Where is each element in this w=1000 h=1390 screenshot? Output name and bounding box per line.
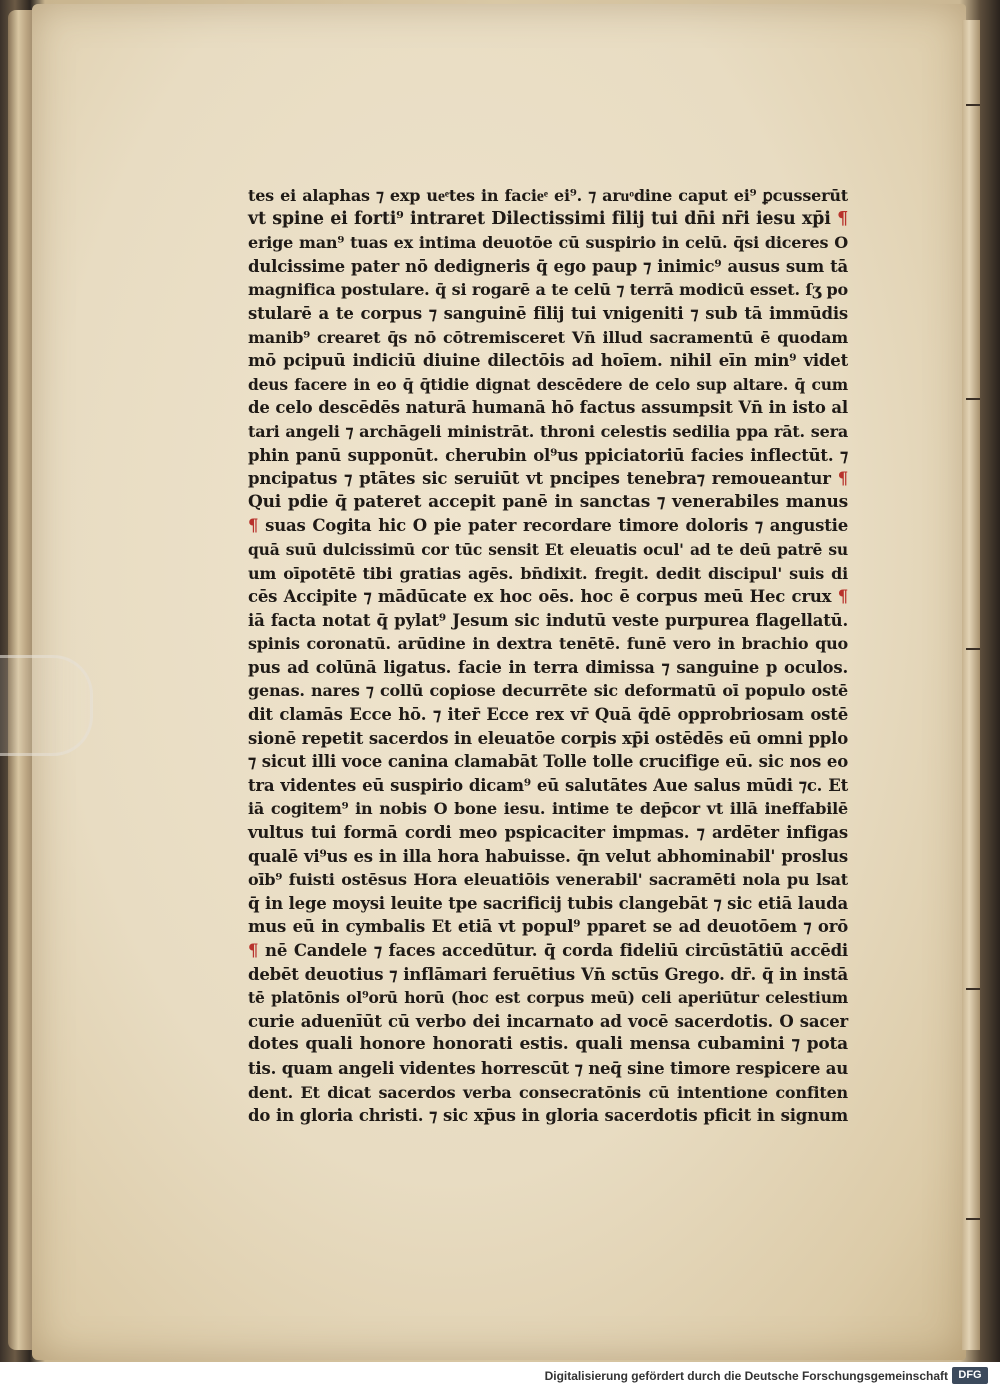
text-block xyxy=(248,184,848,1128)
text-line: manib⁹ crearet q̄s nō cōtremisceret Vn̄ illud sacramentū ē quodam xyxy=(248,327,848,347)
text-line: dent. Et dicat sacerdos verba consecratōnis cū intentione confiten xyxy=(248,1082,848,1102)
text-line: ¶ suas Cogita hic O pie pater recordare timore doloris ⁊ angustie xyxy=(248,516,848,536)
text-line: genas. nares ⁊ collū copiose decurrēte sic deformatū oī populo ostē xyxy=(248,681,848,701)
text-line: Qui pdie q̄ pateret accepit panē in sanctas ⁊ venerabiles manus xyxy=(248,491,848,512)
text-line: stularē a te corpus ⁊ sanguinē filij tui vnigeniti ⁊ sub tā immūdis xyxy=(248,303,848,323)
text-line: mō pcipuū indiciū diuine dilectōis ad hoīem. nihil eīn min⁹ videt xyxy=(248,351,848,371)
dfg-logo: DFG xyxy=(952,1367,988,1384)
rubric-mark: ¶ xyxy=(837,469,849,489)
text-line: vt spine ei forti⁹ intraret Dilectissimi filij tui dn̄i nr̄i iesu xp̄i ¶ xyxy=(248,208,848,229)
text-line: erige man⁹ tuas ex intima deuotōe cū suspirio in celū. q̄si diceres O xyxy=(248,233,848,253)
binding-thread xyxy=(966,1218,980,1220)
text-line: phin panū supponūt. cherubin ol⁹us ppiciatoriū facies inflectūt. ⁊ xyxy=(248,445,848,465)
text-line: dulcissime pater nō dedigneris q̄ ego paup ⁊ inimic⁹ ausus sum tā xyxy=(248,256,848,276)
text-line: cēs Accipite ⁊ mādūcate ex hoc oēs. hoc ē corpus meū Hec crux ¶ xyxy=(248,587,849,607)
text-line: de celo descēdēs naturā humanā hō factus assumpsit Vn̄ in isto al xyxy=(248,398,848,418)
text-line: tra videntes eū suspirio dicam⁹ eū salutātes Aue salus mūdi ⁊c. Et xyxy=(248,775,848,795)
text-line: debēt deuotius ⁊ inflāmari feruētius Vn̄ sctūs Grego. dr̄. q̄ in instā xyxy=(248,964,848,984)
binding-thread xyxy=(966,988,980,990)
text-line: pus ad colūnā ligatus. facie in terra dimissa ⁊ sanguine p oculos. xyxy=(248,657,848,677)
text-line: qualē vi⁹us es in illa hora habuisse. q̄n velut abhominabil' proslus xyxy=(248,846,848,866)
text-line: um oīpotētē tibi gratias agēs. bn̄dixit. fregit. dedit discipul' suis di xyxy=(248,563,848,583)
text-line: tes ei alaphas ⁊ exp ueͤtes in facieͤ ei⁹. ⁊ aruͦdine caput ei⁹ ꝑcusserūt xyxy=(248,186,848,205)
text-line: dit clamās Ecce hō. ⁊ iter̄ Ecce rex vr̄ Quā q̄dē opprobriosam ostē xyxy=(248,705,848,725)
text-line: do in gloria christi. ⁊ sic xp̄us in gloria sacerdotis pficit in signum xyxy=(248,1106,848,1126)
text-line: mus eū in cymbalis Et etiā vt popul⁹ pparet se ad deuotōem ⁊ orō xyxy=(248,917,848,937)
text-line: quā suū dulcissimū cor tūc sensit Et eleuatis ocul' ad te deū patrē su xyxy=(248,539,848,559)
binding-thread xyxy=(966,104,980,106)
rubric-mark: ¶ xyxy=(248,516,259,536)
text-line: iā cogitem⁹ in nobis O bone iesu. intime te dep̄cor vt illā ineffabilē xyxy=(248,799,848,819)
page-edge-right xyxy=(962,20,980,1350)
text-line: deus facere in eo q̄ q̄tidie dignat descēdere de celo sup altare. q̄ cum xyxy=(248,374,848,394)
text-line: tis. quam angeli videntes horrescūt ⁊ neq̄ sine timore respicere au xyxy=(248,1058,848,1078)
plastic-clip xyxy=(0,655,93,756)
text-line: pncipatus ⁊ ptātes sic seruiūt vt pncipes tenebra⁊ remoueantur ¶ xyxy=(248,469,849,489)
rubric-mark: ¶ xyxy=(837,208,848,229)
funding-notice: Digitalisierung gefördert durch die Deutsche Forschungsgemeinschaft xyxy=(544,1369,948,1383)
text-line: dotes quali honore honorati estis. quali mensa cubamini ⁊ pota xyxy=(248,1034,848,1055)
text-line: iā facta notat q̄ pylat⁹ Jesum sic indutū veste purpurea flagellatū. xyxy=(248,610,848,630)
binding-thread xyxy=(966,648,980,650)
binding-thread xyxy=(966,398,980,400)
text-line: ⁊ sicut illi voce canina clamabāt Tolle tolle crucifige eū. sic nos eo xyxy=(248,752,848,772)
rubric-mark: ¶ xyxy=(248,941,259,960)
text-line: q̄ in lege moysi leuite tpe sacrificij tubis clangebāt ⁊ sic etiā lauda xyxy=(248,893,848,913)
text-line: curie aduenīūt cū verbo dei incarnato ad vocē sacerdotis. O sacer xyxy=(248,1011,848,1031)
text-line: spinis coronatū. arūdine in dextra tenētē. funē vero in brachio quo xyxy=(248,634,848,654)
text-line: tē platōnis ol⁹orū horū (hoc est corpus meū) celi aperiūtur celestium xyxy=(248,988,848,1008)
text-line: vultus tui formā cordi meo pspicaciter impmas. ⁊ ardēter infigas xyxy=(248,823,848,843)
text-line: sionē repetit sacerdos in eleuatōe corpis xp̄i ostēdēs eū omni pplo xyxy=(248,728,848,748)
text-line: tari angeli ⁊ archāgeli ministrāt. throni celestis sedilia ppa rāt. sera xyxy=(248,421,848,441)
text-line: magnifica postulare. q̄ si rogarē a te celū ⁊ terrā modicū esset. ſʒ po xyxy=(248,280,848,300)
rubric-mark: ¶ xyxy=(837,587,849,607)
text-line: oīb⁹ fuisti ostēsus Hora eleuatiōis venerabil' sacramēti nola pu lsat xyxy=(248,870,848,890)
text-line: ¶ nē Candele ⁊ faces accedūtur. q̄ corda fideliū circūstātiū accēdi xyxy=(248,941,848,960)
footer-bar xyxy=(0,1362,1000,1390)
